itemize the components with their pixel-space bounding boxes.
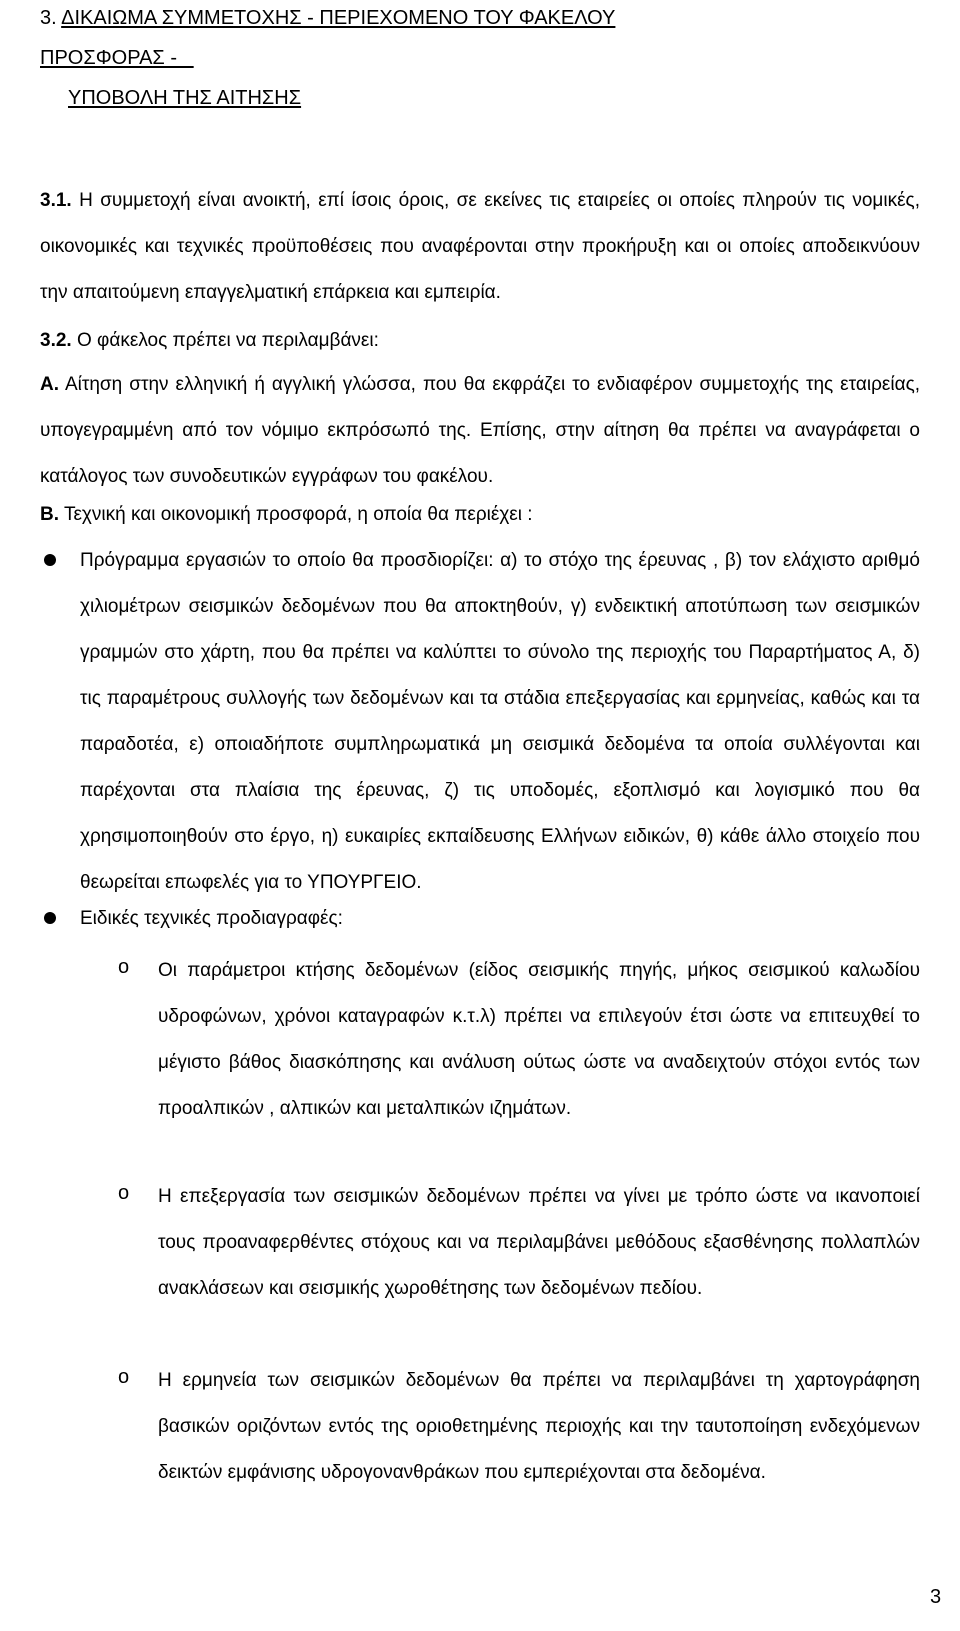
sub-bullet-marker: o xyxy=(118,1182,130,1204)
bullet-text: Πρόγραμμα εργασιών το οποίο θα προσδιορίζει: α) το στόχο της έρευνας , β) τον ελάχιστο αριθμό χιλιομέτρων σεισμικών δεδομένων που θα αποκτηθούν, γ) ενδεικτική αποτύπωση των σεισμικών γραμμών στο χάρτη, που θα πρέπει να καλύπτει το σύνολο της περιοχής του Παραρτήματος Α, δ) τις παραμέτρους συλλογής των δεδομένων και τα στάδια επεξεργασίας και ερμηνείας, καθώς και τα παραδοτέα, ε) οποιαδήποτε συμπληρωματικά μη σεισμικά δεδομένα τα οποία συλλέγονται και παρέχονται στα πλαίσια της έρευνας, ζ) τις υποδομές, εξοπλισμό και λογισμικό που θα χρησιμοποιηθούν στο έργο, η) ευκαιρίες εκπαίδευσης Ελλήνων ειδικών, θ) κάθε άλλο στοιχείο που θεωρείται επωφελές για το ΥΠΟΥΡΓΕΙΟ. xyxy=(80,550,920,893)
bullet-text: Ειδικές τεχνικές προδιαγραφές: xyxy=(80,908,343,929)
section-title-line-3: ΥΠΟΒΟΛΗ ΤΗΣ ΑΙΤΗΣΗΣ xyxy=(68,87,302,109)
sub-item-text: Οι παράμετροι κτήσης δεδομένων (είδος σεισμικής πηγής, μήκος σεισμικού καλωδίου υδροφώνων, χρόνοι καταγραφών κ.τ.λ) πρέπει να επιλεγούν έτσι ώστε να επιτευχθεί το μέγιστο βάθος διασκόπησης και ανάλυση ούτως ώστε να αναδειχτούν στόχοι εντός των προαλπικών , αλπικών και μεταλπικών ιζημάτων. xyxy=(158,960,920,1119)
paragraph-3-1-text: Η συμμετοχή είναι ανοικτή, επί ίσοις όροις, σε εκείνες τις εταιρείες οι οποίες πληρούν τις νομικές, οικονομικές και τεχνικές προϋποθέσεις που αναφέρονται στην προκήρυξη και οι οποίες αποδεικνύουν την απαιτούμενη επαγγελματική επάρκεια και εμπειρία. xyxy=(40,190,920,303)
paragraph-3-2-number: 3.2. xyxy=(40,330,72,351)
section-title-line-2: ΠΡΟΣΦΟΡΑΣ - xyxy=(40,47,177,69)
bullet-icon xyxy=(44,912,56,924)
section-heading-line-3 xyxy=(68,86,301,110)
bullet-icon xyxy=(44,554,56,566)
paragraph-b xyxy=(40,492,920,538)
paragraph-a-label: Α. xyxy=(40,374,59,395)
sub-item-text: Η επεξεργασία των σεισμικών δεδομένων πρέπει να γίνει με τρόπο ώστε να ικανοποιεί τους προαναφερθέντες στόχους και να περιλαμβάνει μεθόδους εξασθένησης πολλαπλών ανακλάσεων και σεισμικής χωροθέτησης των δεδομένων πεδίου. xyxy=(158,1186,920,1299)
section-number: 3. xyxy=(40,7,57,29)
sub-bullet-marker: o xyxy=(118,956,130,978)
sub-bullet-marker: o xyxy=(118,1366,130,1388)
section-heading-line-2 xyxy=(40,46,194,70)
paragraph-b-label: Β. xyxy=(40,504,59,525)
paragraph-a xyxy=(40,362,920,500)
page-number: 3 xyxy=(930,1586,942,1608)
paragraph-b-text: Τεχνική και οικονομική προσφορά, η οποία θα περιέχει : xyxy=(63,504,533,525)
paragraph-3-1 xyxy=(40,178,920,316)
paragraph-3-2 xyxy=(40,318,920,364)
section-heading-line-1 xyxy=(40,6,615,30)
paragraph-3-1-number: 3.1. xyxy=(40,190,72,211)
paragraph-3-2-text: Ο φάκελος πρέπει να περιλαμβάνει: xyxy=(76,330,379,351)
paragraph-a-text: Αίτηση στην ελληνική ή αγγλική γλώσσα, που θα εκφράζει το ενδιαφέρον συμμετοχής της εταιρείας, υπογεγραμμένη από τον νόμιμο εκπρόσωπό της. Επίσης, στην αίτηση θα πρέπει να αναγράφεται ο κατάλογος των συνοδευτικών εγγράφων του φακέλου. xyxy=(40,374,921,487)
section-title-line-1: ΔΙΚΑΙΩΜΑ ΣΥΜΜΕΤΟΧΗΣ - ΠΕΡΙΕΧΟΜΕΝΟ ΤΟΥ ΦΑΚΕΛΟΥ xyxy=(61,7,616,29)
sub-item-text: Η ερμηνεία των σεισμικών δεδομένων θα πρέπει να περιλαμβάνει τη χαρτογράφηση βασικών οριζόντων εντός της οριοθετημένης περιοχής και την ταυτοποίηση ενδεχόμενων δεικτών εμφάνισης υδρογονανθράκων που εμπεριέχονται στα δεδομένα. xyxy=(158,1370,920,1483)
